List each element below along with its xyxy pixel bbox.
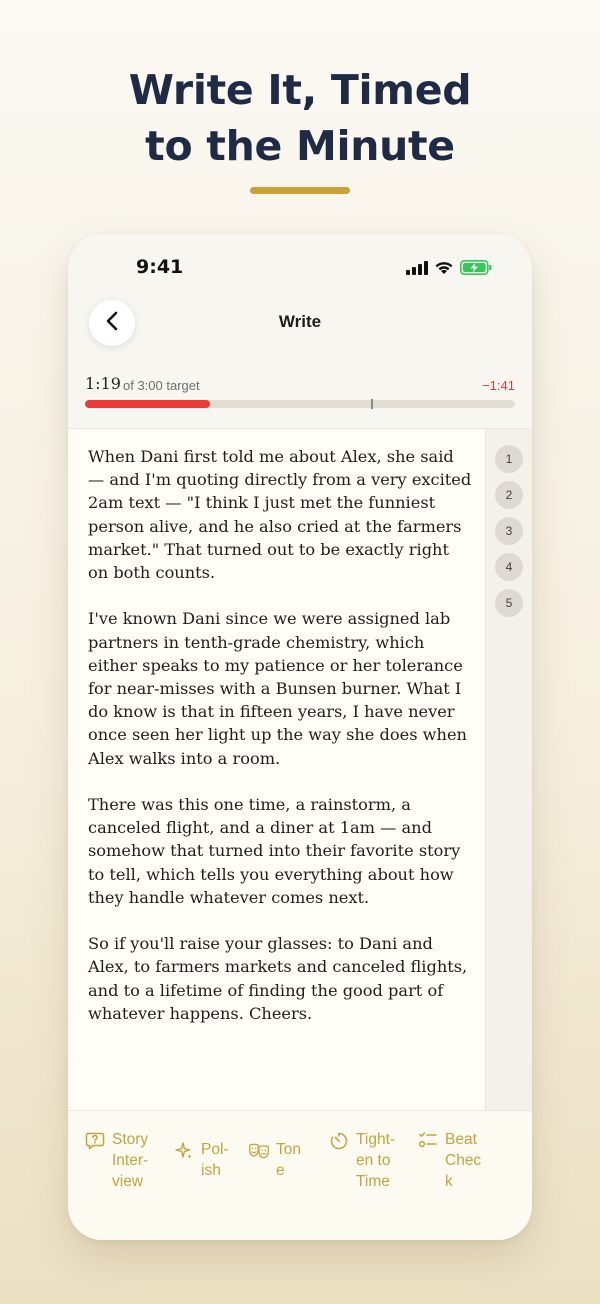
headline-underline: [250, 187, 350, 194]
target-time: of 3:00 target: [123, 378, 200, 393]
remaining-time: −1:41: [482, 378, 515, 393]
speech-paragraph: I've known Dani since we were assigned lab partners in tenth-grade chemistry, which either speaks to my patience or her tolerance for near-misses with a Bunsen burner. What I do know is that in fifteen years, I have never once seen her light up the way she does when Alex walks into a room.: [88, 609, 467, 768]
elapsed-time: 1:19: [85, 374, 121, 393]
polish-button[interactable]: [173, 1139, 229, 1181]
beat-marker-5[interactable]: 5: [495, 589, 523, 617]
speech-paragraph: There was this one time, a rainstorm, a canceled flight, and a diner at 1am — and somehow that turned into their favorite story to tell, which tells you everything about how they handle whatever comes next.: [88, 795, 461, 907]
timer-icon: [328, 1130, 350, 1152]
sparkle-icon: [173, 1140, 195, 1162]
screen-title: Write: [278, 312, 322, 331]
question-bubble-icon: [84, 1130, 106, 1152]
writing-tools-toolbar: [68, 1110, 532, 1240]
wifi-icon: [434, 260, 454, 280]
headline-line-1: Write It, Timed: [128, 66, 472, 114]
tone-label: Ton e: [276, 1141, 301, 1179]
page-headline: [0, 62, 600, 174]
story-interview-label: Story Inter- view: [112, 1131, 149, 1190]
phone-frame: [68, 234, 532, 1240]
beat-check-button[interactable]: [417, 1129, 481, 1192]
status-bar: [68, 234, 532, 304]
timer-panel: [85, 372, 515, 412]
checklist-icon: [417, 1130, 439, 1152]
battery-charging-icon: [460, 260, 492, 280]
status-icons: [406, 260, 492, 280]
headline-line-2: to the Minute: [145, 122, 455, 170]
beat-marker-4[interactable]: 4: [495, 553, 523, 581]
story-interview-button[interactable]: [84, 1129, 148, 1192]
polish-label: Pol- ish: [201, 1141, 229, 1179]
nav-bar: [68, 296, 532, 350]
theater-masks-icon: [248, 1140, 270, 1162]
target-marker: [371, 399, 373, 409]
speech-editor[interactable]: [68, 428, 532, 1110]
cellular-signal-icon: [406, 261, 428, 280]
beat-marker-3[interactable]: 3: [495, 517, 523, 545]
beat-marker-2[interactable]: 2: [495, 481, 523, 509]
tighten-to-time-button[interactable]: [328, 1129, 395, 1192]
status-time: 9:41: [136, 256, 184, 278]
beat-check-label: Beat Chec k: [445, 1131, 482, 1190]
speech-text[interactable]: [88, 445, 473, 1048]
progress-track: [85, 400, 515, 408]
tone-button[interactable]: [248, 1139, 301, 1181]
beat-marker-1[interactable]: 1: [495, 445, 523, 473]
beat-rail: [485, 429, 532, 1111]
tighten-to-time-label: Tight- en to Time: [356, 1131, 396, 1190]
speech-paragraph: So if you'll raise your glasses: to Dani and Alex, to farmers markets and canceled flights, and to a lifetime of finding the good part of whatever happens. Cheers.: [88, 934, 468, 1023]
progress-fill: [85, 400, 210, 408]
speech-paragraph: When Dani first told me about Alex, she said — and I'm quoting directly from a very excited 2am text — "I think I just met the funniest person alive, and he also cried at the farmers market." That turned out to be exactly right on both counts.: [88, 447, 472, 583]
